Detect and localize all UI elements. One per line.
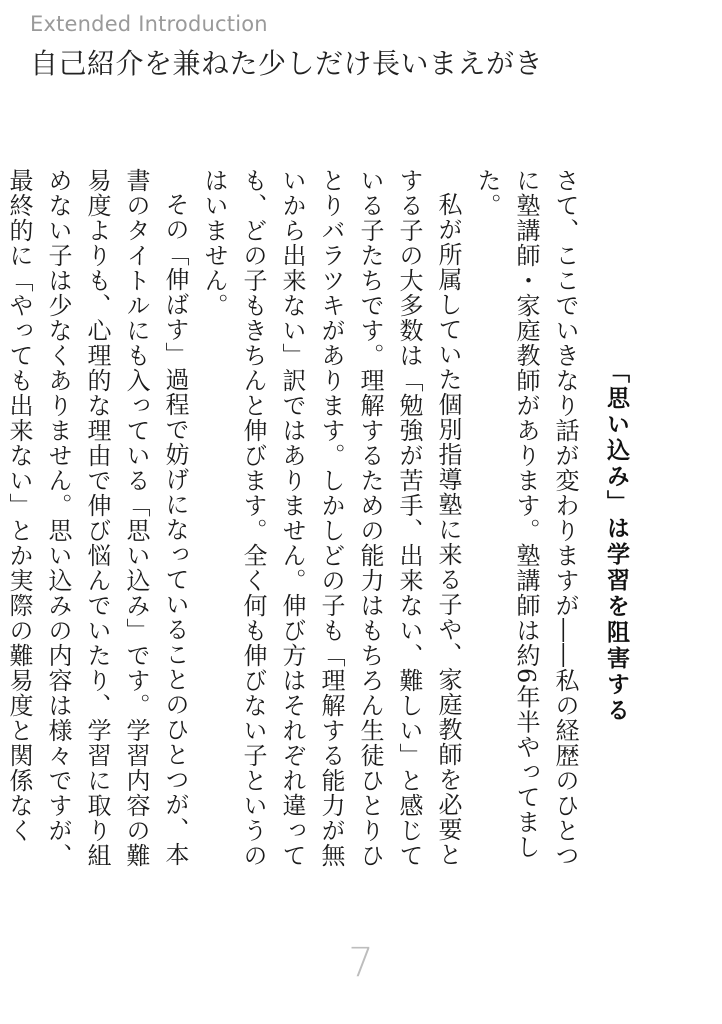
header-title: 自己紹介を兼ねた少しだけ長いまえがき <box>30 47 544 80</box>
page-number: 7 <box>348 940 374 986</box>
paragraph: 私が所属していた個別指導塾に来る子や、家庭教師を必要とする子の大多数は「勉強が苦手、出来ない、難しい」と感じている子たちです。理解するための能力はもちろん生徒ひとりひとりバラツキがあります。しかしどの子も「理解する能力が無いから出来ない」訳ではありません。伸び方はそれぞれ違っても、どの子もきちんと伸びます。全く何も伸びない子というのはいません。 <box>200 168 462 868</box>
section-heading: 「思い込み」は学習を阻害する <box>603 360 629 724</box>
paragraph: さて、ここでいきなり話が変わりますが――私の経歴のひとつに塾講師・家庭教師があります。塾講師は約6年半やってました。 <box>473 168 579 868</box>
paragraph: その「伸ばす」過程で妨げになっていることのひとつが、本書のタイトルにも入っている「思い込み」です。学習内容の難易度よりも、心理的な理由で伸び悩んでいたり、学習に取り組めない子は少なくありません。思い込みの内容は様々ですが、最終的に「やっても出来ない」とか実際の難易度と関係なく <box>5 168 189 868</box>
body-text <box>5 168 584 888</box>
header-subtitle: Extended Introduction <box>30 12 268 36</box>
